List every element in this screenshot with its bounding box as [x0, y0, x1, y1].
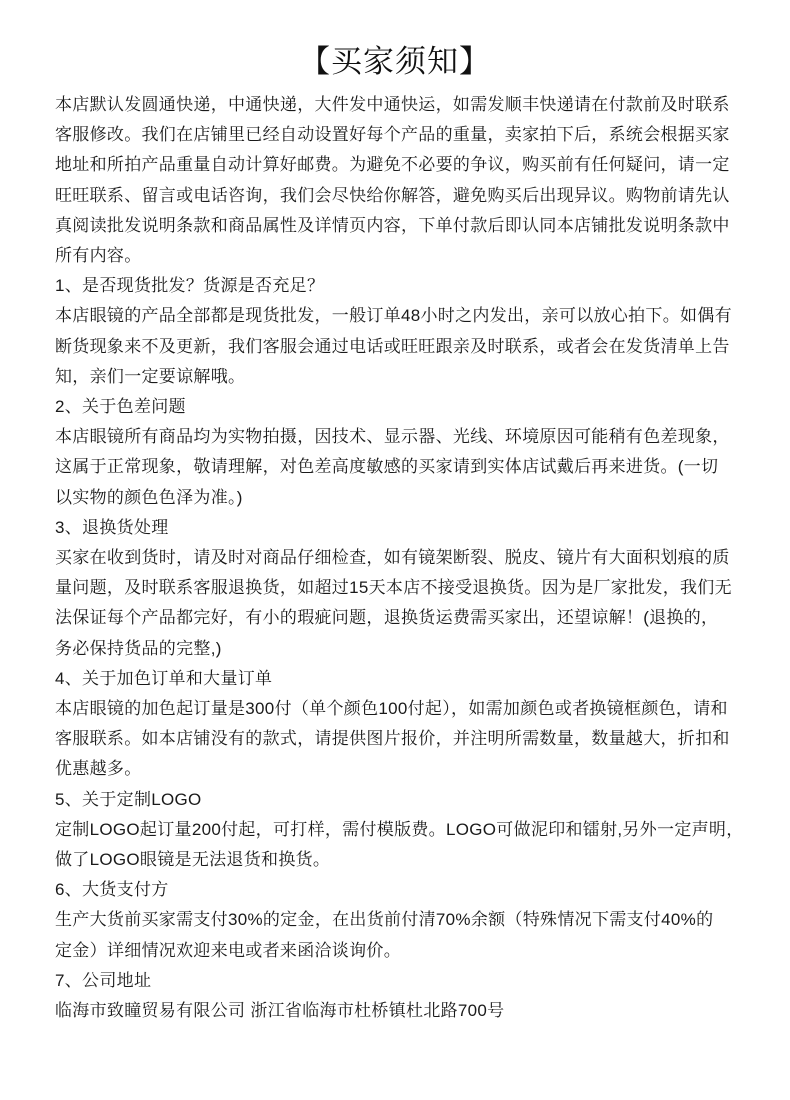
section-7: [55, 966, 775, 1026]
text-line: 务必保持货品的完整,): [55, 638, 222, 658]
text-line: 生产大货前买家需支付30%的定金，在出货前付清70%余额（特殊情况下需支付40%的: [55, 910, 714, 930]
text-line: 旺旺联系、留言或电话咨询，我们会尽快给你解答，避免购买后出现异议。购物前请先认: [55, 185, 730, 205]
section-heading: 5、关于定制LOGO: [55, 789, 202, 809]
text-line: 客服修改。我们在店铺里已经自动设置好每个产品的重量，卖家拍下后，系统会根据买家: [55, 125, 730, 145]
text-line: 本店眼镜所有商品均为实物拍摄，因技术、显示器、光线、环境原因可能稍有色差现象，: [55, 427, 730, 447]
buyer-notice-content: [55, 90, 775, 1026]
text-line: 优惠越多。: [55, 759, 142, 779]
section-1: [55, 271, 775, 392]
text-line: 客服联系。如本店铺没有的款式，请提供图片报价，并注明所需数量，数量越大，折扣和: [55, 729, 730, 749]
section-2: [55, 392, 775, 513]
section-heading: 1、是否现货批发？货源是否充足？: [55, 276, 325, 296]
section-heading: 7、公司地址: [55, 970, 152, 990]
text-line: 地址和所拍产品重量自动计算好邮费。为避免不必要的争议，购买前有任何疑问，请一定: [55, 155, 730, 175]
page-title: 【买家须知】: [299, 44, 491, 79]
text-line: 定制LOGO起订量200付起，可打样，需付模版费。LOGO可做泥印和镭射,另外一定声明，: [55, 819, 744, 839]
text-line: 做了LOGO眼镜是无法退货和换货。: [55, 850, 331, 870]
text-line: 所有内容。: [55, 246, 142, 266]
section-heading: 3、退换货处理: [55, 517, 169, 537]
text-line: 本店眼镜的加色起订量是300付（单个颜色100付起），如需加颜色或者换镜框颜色，请和: [55, 699, 728, 719]
section-heading: 2、关于色差问题: [55, 397, 186, 417]
text-line: 临海市致瞳贸易有限公司 浙江省临海市杜桥镇杜北路700号: [55, 1001, 505, 1021]
text-line: 法保证每个产品都完好，有小的瑕疵问题，退换货运费需买家出，还望谅解！(退换的，: [55, 608, 719, 628]
intro-paragraph: [55, 90, 775, 271]
section-heading: 6、大货支付方: [55, 880, 169, 900]
text-line: 断货现象来不及更新，我们客服会通过电话或旺旺跟亲及时联系，或者会在发货清单上告: [55, 336, 730, 356]
text-line: 买家在收到货时，请及时对商品仔细检查，如有镜架断裂、脱皮、镜片有大面积划痕的质: [55, 548, 730, 568]
section-3: [55, 513, 775, 664]
text-line: 量问题，及时联系客服退换货，如超过15天本店不接受退换货。因为是厂家批发，我们无: [55, 578, 732, 598]
text-line: 以实物的颜色色泽为准。): [55, 487, 243, 507]
section-4: [55, 664, 775, 785]
text-line: 本店默认发圆通快递，中通快递，大件发中通快运，如需发顺丰快递请在付款前及时联系: [55, 95, 730, 114]
text-line: 知，亲们一定要谅解哦。: [55, 366, 246, 386]
text-line: 真阅读批发说明条款和商品属性及详情页内容，下单付款后即认同本店铺批发说明条款中: [55, 215, 730, 235]
text-line: 定金）详细情况欢迎来电或者来函洽谈询价。: [55, 940, 401, 960]
section-6: [55, 875, 775, 966]
text-line: 本店眼镜的产品全部都是现货批发，一般订单48小时之内发出，亲可以放心拍下。如偶有: [55, 306, 732, 326]
text-line: 这属于正常现象，敬请理解，对色差高度敏感的买家请到实体店试戴后再来进货。(一切: [55, 457, 719, 477]
section-heading: 4、关于加色订单和大量订单: [55, 668, 273, 688]
section-5: [55, 785, 775, 876]
